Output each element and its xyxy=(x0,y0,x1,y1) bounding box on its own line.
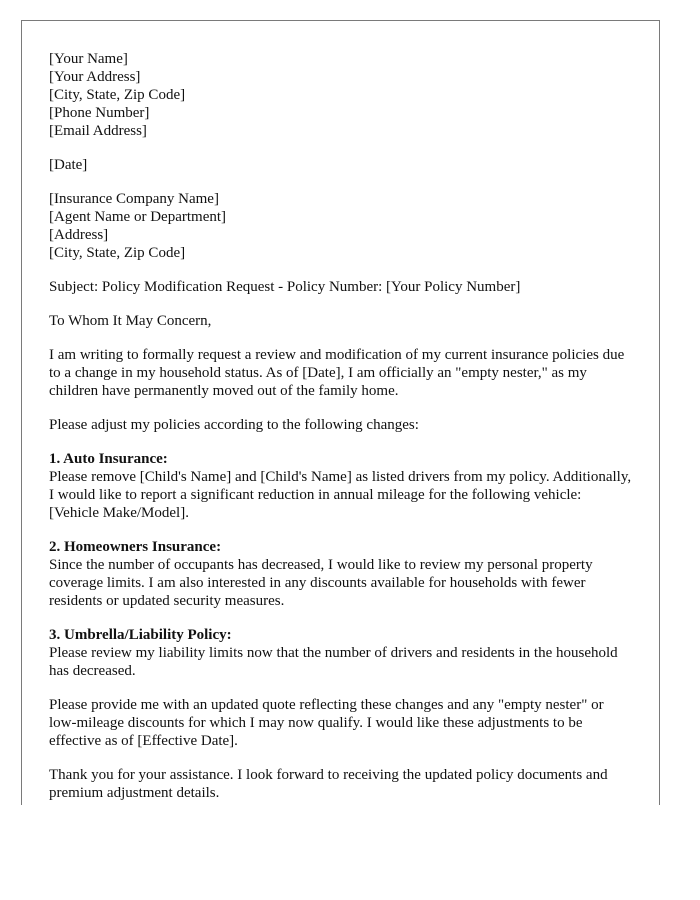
sender-email: [Email Address] xyxy=(49,123,147,139)
recipient-address: [Address] xyxy=(49,227,109,243)
section-body: Please review my liability limits now that the number of drivers and residents in the household has decreased. xyxy=(49,645,618,679)
section-umbrella-liability xyxy=(49,626,634,680)
section-body: Since the number of occupants has decreased, I would like to review my personal property coverage limits. I am also interested in any discounts available for households with fewer residents or updated security measures. xyxy=(49,557,593,609)
sender-city-state-zip: [City, State, Zip Code] xyxy=(49,87,186,103)
intro-paragraph: I am writing to formally request a review and modification of my current insurance policies due to a change in my household status. As of [Date], I am officially an "empty nester," as my children have permanently moved out of the family home. xyxy=(49,347,625,399)
salutation: To Whom It May Concern, xyxy=(49,313,212,329)
sender-name: [Your Name] xyxy=(49,51,128,67)
recipient-block xyxy=(49,190,634,262)
request-paragraph: Please provide me with an updated quote reflecting these changes and any "empty nester" or low-mileage discounts for which I may now qualify. I would like these adjustments to be effective as of [Effective Date]. xyxy=(49,697,604,749)
section-heading: 1. Auto Insurance: xyxy=(49,451,168,467)
recipient-company: [Insurance Company Name] xyxy=(49,191,219,207)
section-body: Please remove [Child's Name] and [Child's Name] as listed drivers from my policy. Additionally, I would like to report a significant reduction in annual mileage for the following vehicle: [Vehicle Make/Model]. xyxy=(49,469,632,521)
letter-date: [Date] xyxy=(49,157,88,173)
section-auto-insurance xyxy=(49,450,634,522)
changes-intro: Please adjust my policies according to the following changes: xyxy=(49,417,419,433)
section-heading: 3. Umbrella/Liability Policy: xyxy=(49,627,232,643)
letter-content xyxy=(49,50,634,805)
sender-address: [Your Address] xyxy=(49,69,141,85)
section-heading: 2. Homeowners Insurance: xyxy=(49,539,222,555)
letter-page xyxy=(21,20,660,805)
section-homeowners-insurance xyxy=(49,538,634,610)
sender-phone: [Phone Number] xyxy=(49,105,150,121)
subject-line: Subject: Policy Modification Request - Policy Number: [Your Policy Number] xyxy=(49,279,521,295)
recipient-city-state-zip: [City, State, Zip Code] xyxy=(49,245,186,261)
recipient-agent: [Agent Name or Department] xyxy=(49,209,227,225)
closing-paragraph: Thank you for your assistance. I look forward to receiving the updated policy documents and premium adjustment details. xyxy=(49,767,608,801)
sender-block xyxy=(49,50,634,140)
date-block xyxy=(49,156,634,174)
